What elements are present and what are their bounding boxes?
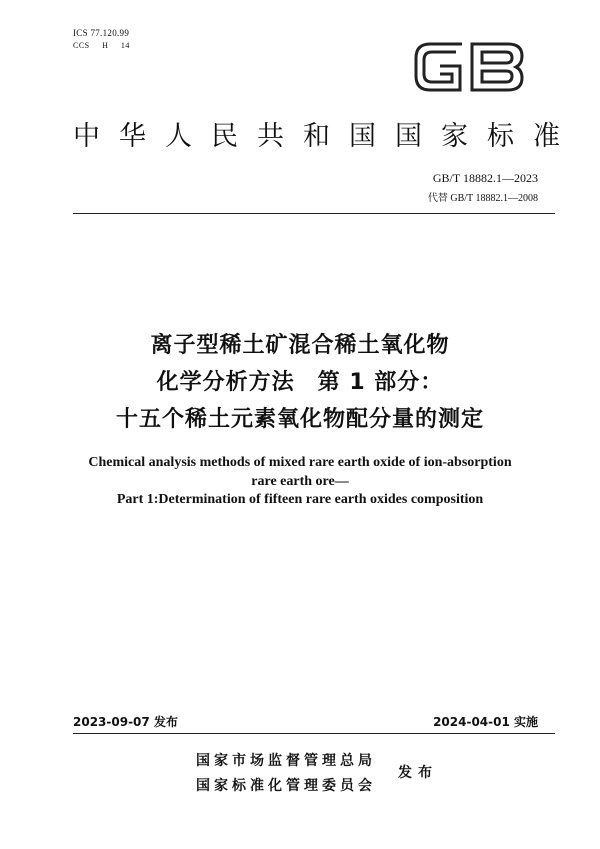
issue-date: 2023-09-07 发布 bbox=[73, 715, 178, 729]
replaces-standard: 代替 GB/T 18882.1—2008 bbox=[427, 193, 538, 204]
english-title-line-2: rare earth ore— bbox=[251, 474, 349, 489]
english-title-line-3: Part 1:Determination of fifteen rare earth oxides composition bbox=[116, 492, 484, 507]
chinese-title-line-2: 化学分析方法 第 1 部分： bbox=[156, 370, 444, 395]
implementation-date: 2024-04-01 实施 bbox=[433, 715, 538, 729]
english-title-line-1: Chemical analysis methods of mixed rare earth oxide of ion-absorption bbox=[88, 455, 512, 470]
header-divider bbox=[73, 213, 555, 214]
issuer-sac: 国家标准化管理委员会 bbox=[196, 778, 376, 794]
ccs-label: CCS bbox=[73, 41, 90, 50]
issuer-samr: 国家市场监督管理总局 bbox=[196, 753, 376, 769]
chinese-title-line-1: 离子型稀土矿混合稀土氧化物 bbox=[150, 333, 450, 358]
standard-number: GB/T 18882.1—2023 bbox=[432, 171, 538, 185]
gb-logo bbox=[412, 38, 526, 96]
ccs-number: 14 bbox=[120, 41, 130, 50]
ccs-code bbox=[73, 41, 140, 50]
footer-divider bbox=[73, 733, 555, 734]
national-standard-title: 中华人民共和国国家标准 bbox=[73, 121, 579, 152]
ccs-category: H bbox=[102, 41, 109, 50]
chinese-title-line-3: 十五个稀土元素氧化物配分量的测定 bbox=[115, 407, 484, 432]
ics-code: ICS 77.120.99 bbox=[73, 28, 130, 38]
publish-label: 发布 bbox=[398, 765, 438, 781]
